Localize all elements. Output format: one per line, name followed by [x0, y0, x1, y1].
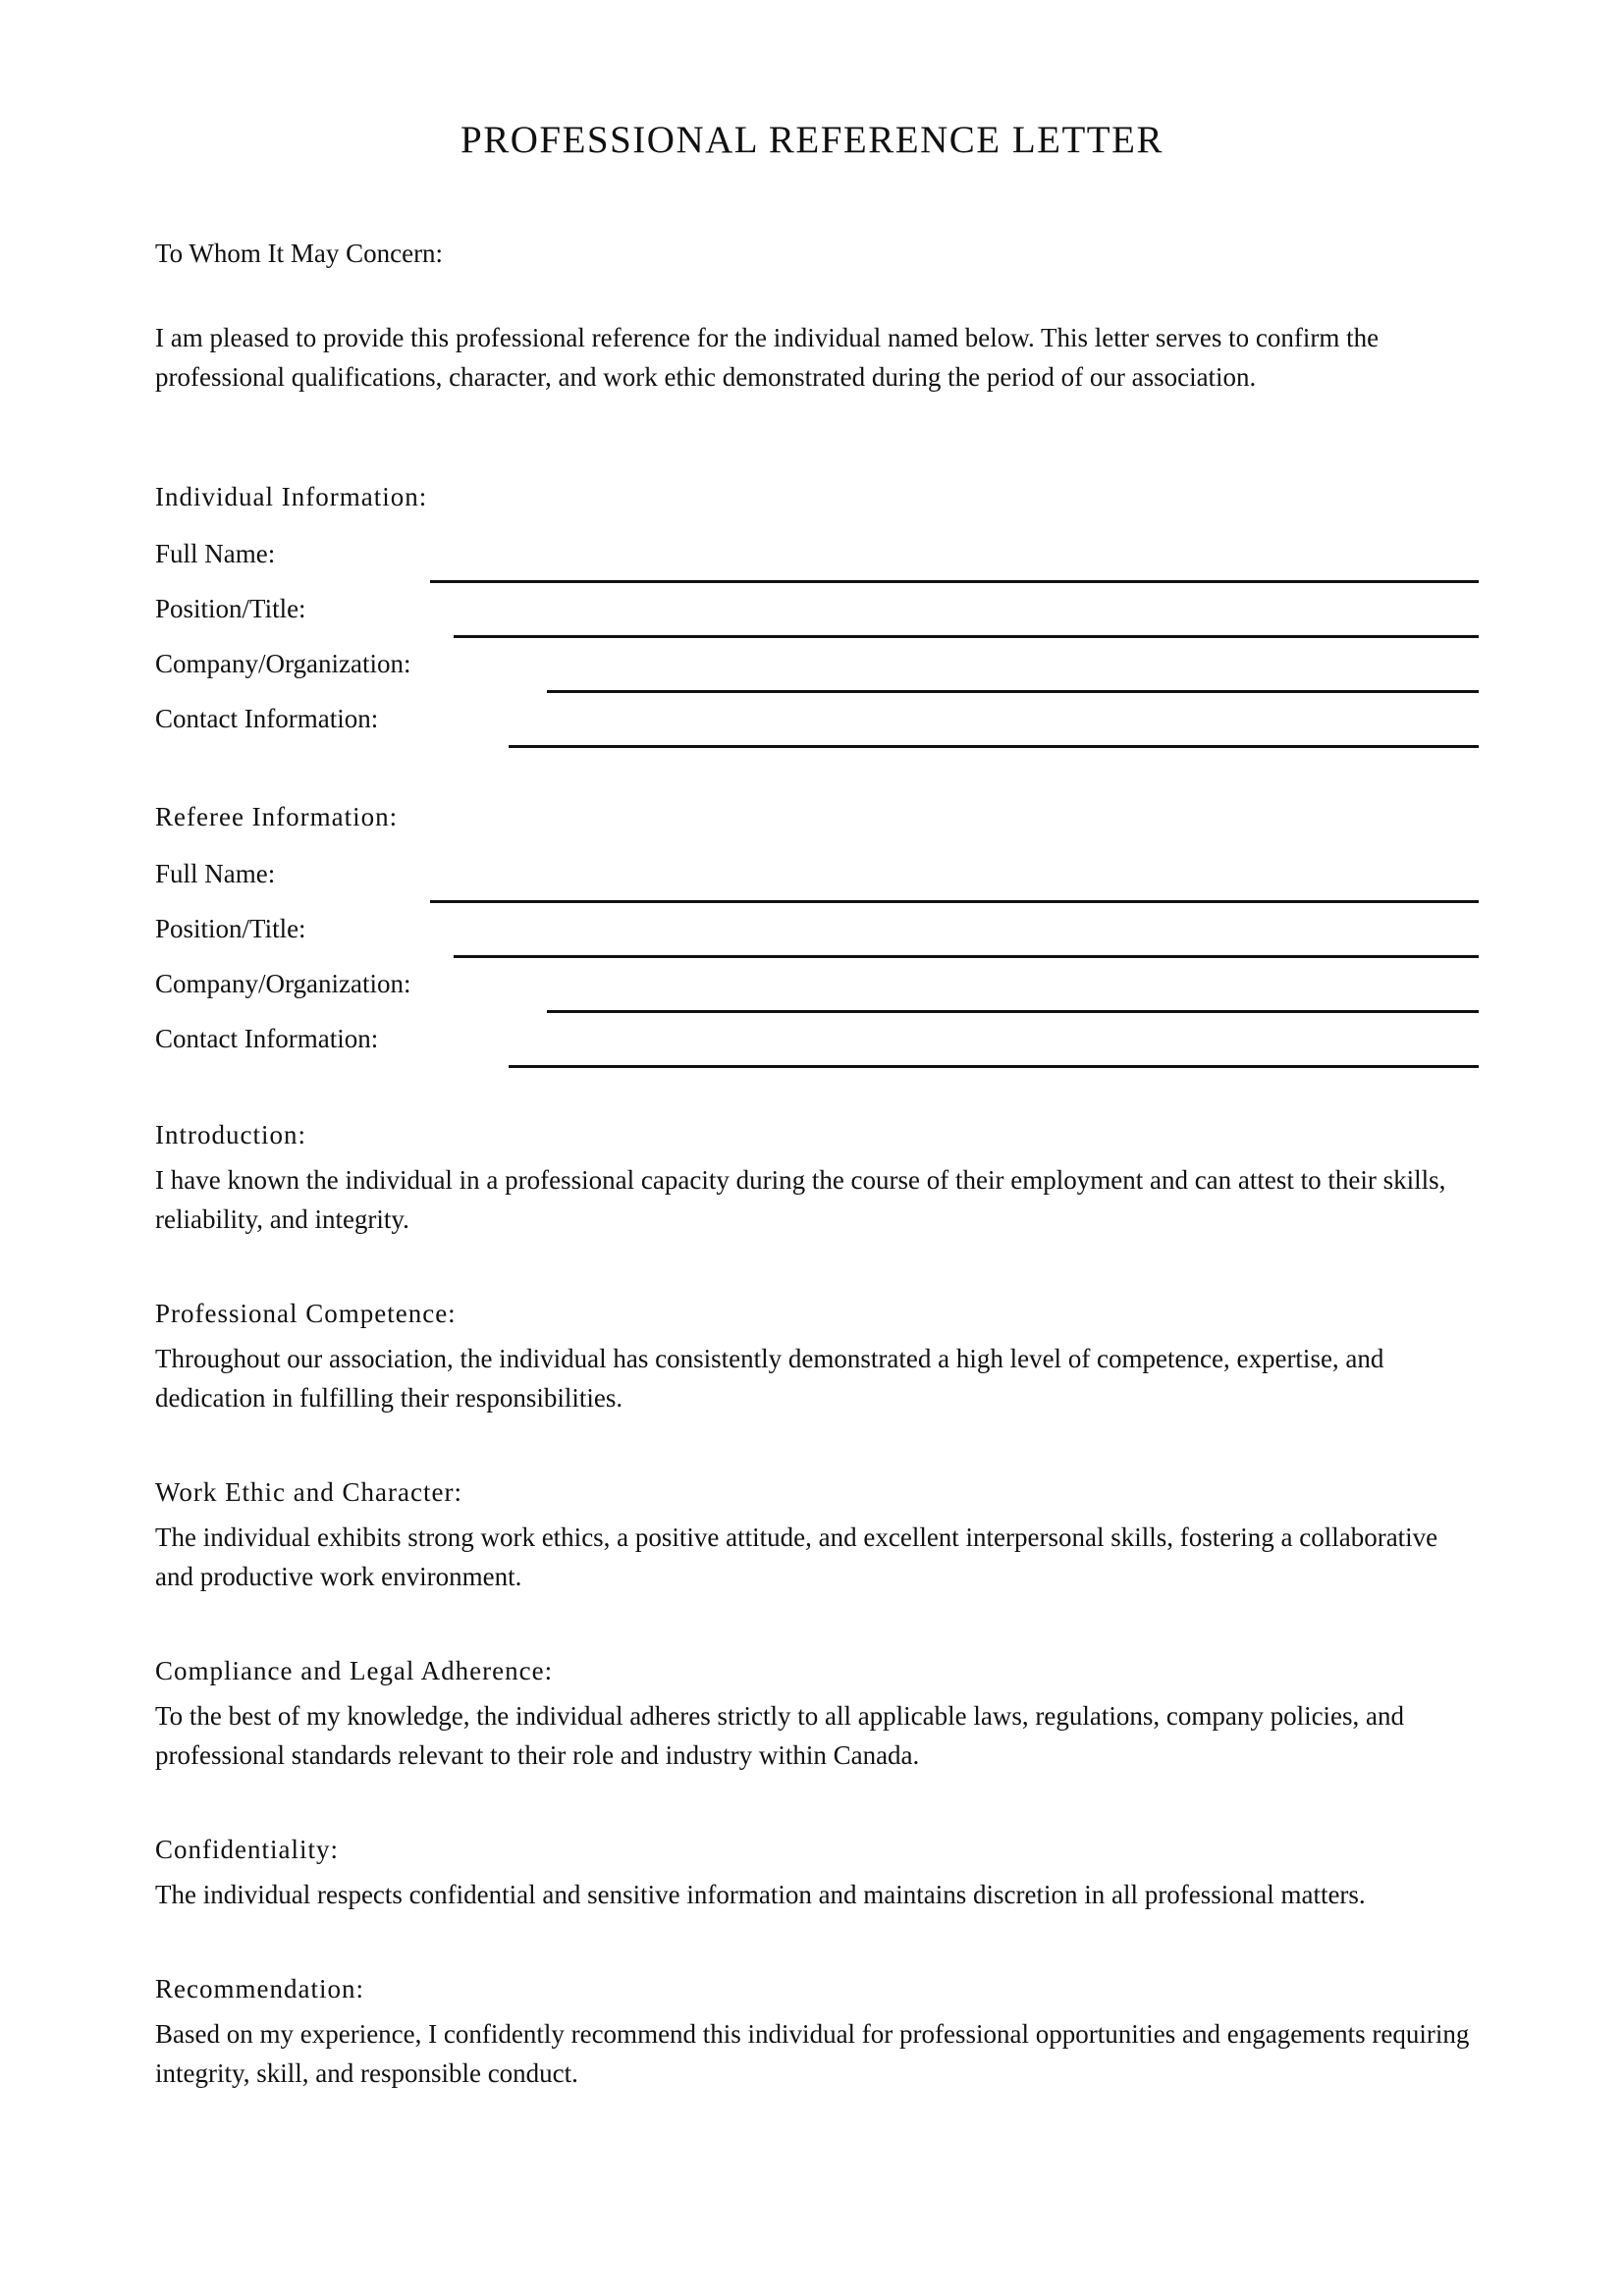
- individual-position-row: [155, 583, 1479, 638]
- section-compliance: [155, 1651, 1479, 1775]
- referee-fields: [155, 848, 1479, 1068]
- individual-full-name-label: Full Name:: [155, 539, 276, 568]
- salutation: To Whom It May Concern:: [155, 239, 444, 268]
- individual-company-field[interactable]: [547, 690, 1479, 693]
- referee-contact-row: [155, 1013, 1479, 1068]
- section-body: To the best of my knowledge, the individual adheres strictly to all applicable laws, regulations, company policies, and professional standards relevant to their role and industry within Canada.: [155, 1701, 1405, 1770]
- individual-contact-field[interactable]: [509, 745, 1479, 748]
- section-body: Throughout our association, the individual has consistently demonstrated a high level of competence, expertise, and dedication in fulfilling their responsibilities.: [155, 1344, 1384, 1413]
- section-confidentiality: [155, 1830, 1479, 1914]
- referee-company-label: Company/Organization:: [155, 969, 411, 998]
- section-professional-competence: [155, 1294, 1479, 1417]
- referee-information-heading: Referee Information:: [155, 802, 399, 831]
- page-title: PROFESSIONAL REFERENCE LETTER: [460, 119, 1164, 161]
- section-recommendation: [155, 1969, 1479, 2093]
- individual-position-field[interactable]: [454, 635, 1479, 638]
- individual-contact-row: [155, 693, 1479, 748]
- individual-full-name-row: [155, 528, 1479, 583]
- individual-position-label: Position/Title:: [155, 594, 306, 623]
- section-heading: Work Ethic and Character:: [155, 1477, 462, 1507]
- individual-full-name-field[interactable]: [430, 580, 1479, 583]
- referee-full-name-row: [155, 848, 1479, 903]
- referee-company-field[interactable]: [547, 1010, 1479, 1013]
- referee-information-section: [155, 797, 1479, 1068]
- referee-full-name-label: Full Name:: [155, 859, 276, 888]
- section-body: Based on my experience, I confidently recommend this individual for professional opportunities and engagements requiring integrity, skill, and responsible conduct.: [155, 2019, 1470, 2088]
- section-heading: Confidentiality:: [155, 1835, 339, 1864]
- individual-company-label: Company/Organization:: [155, 649, 411, 678]
- section-heading: Introduction:: [155, 1120, 306, 1149]
- referee-contact-field[interactable]: [509, 1065, 1479, 1068]
- spacer: [155, 748, 1479, 797]
- individual-contact-label: Contact Information:: [155, 704, 379, 733]
- individual-fields: [155, 528, 1479, 748]
- referee-position-label: Position/Title:: [155, 914, 306, 943]
- referee-contact-label: Contact Information:: [155, 1024, 379, 1053]
- letter-body: [155, 234, 1479, 2093]
- referee-full-name-field[interactable]: [430, 900, 1479, 903]
- section-body: The individual respects confidential and sensitive information and maintains discretion in all professional matters.: [155, 1880, 1366, 1909]
- section-body: The individual exhibits strong work ethics, a positive attitude, and excellent interpersonal skills, fostering a collaborative and productive work environment.: [155, 1522, 1438, 1591]
- referee-company-row: [155, 958, 1479, 1013]
- section-body: I have known the individual in a professional capacity during the course of their employment and can attest to their skills, reliability, and integrity.: [155, 1165, 1446, 1234]
- section-heading: Professional Competence:: [155, 1299, 457, 1328]
- section-introduction: [155, 1115, 1479, 1239]
- intro-paragraph: I am pleased to provide this professional reference for the individual named below. This letter serves to confirm the professional qualifications, character, and work ethic demonstrated during the period of our association.: [155, 323, 1380, 392]
- section-work-ethic: [155, 1472, 1479, 1596]
- referee-position-row: [155, 903, 1479, 958]
- individual-company-row: [155, 638, 1479, 693]
- section-heading: Recommendation:: [155, 1974, 364, 2003]
- individual-information-section: [155, 477, 1479, 748]
- referee-position-field[interactable]: [454, 955, 1479, 958]
- individual-information-heading: Individual Information:: [155, 482, 428, 511]
- section-heading: Compliance and Legal Adherence:: [155, 1656, 554, 1685]
